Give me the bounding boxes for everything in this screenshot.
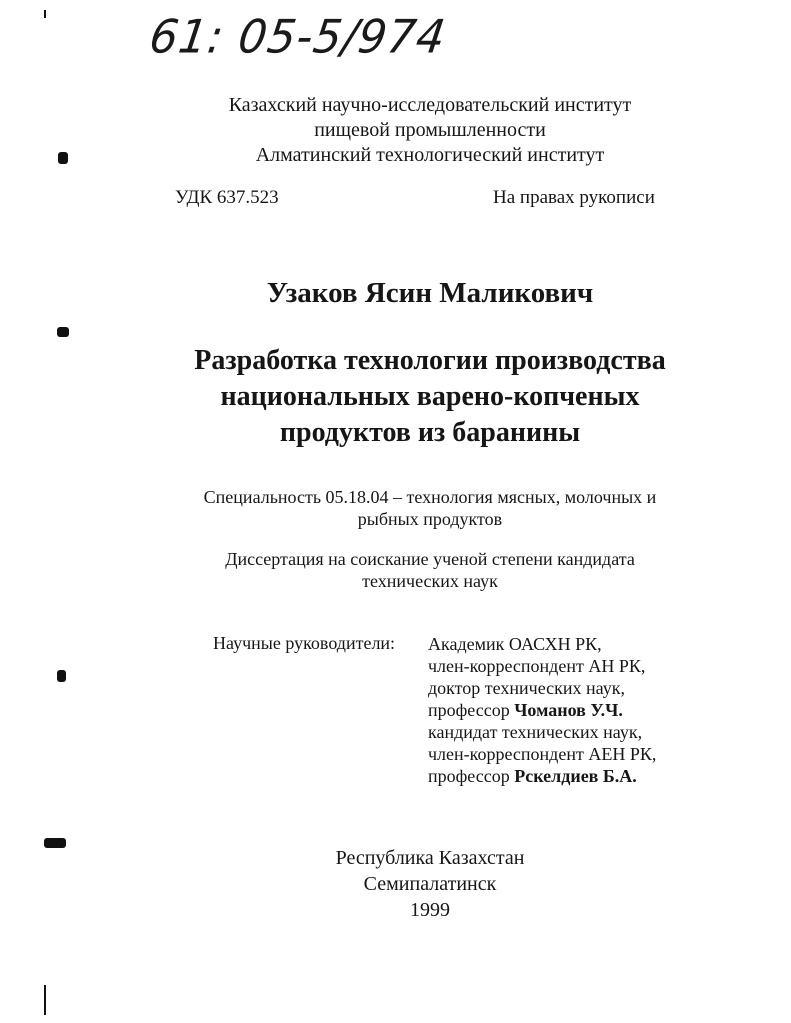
supervisor-line <box>428 765 656 787</box>
title-line: национальных варено-копченых <box>220 381 640 412</box>
institution-line: Казахский научно-исследовательский институт <box>228 94 632 116</box>
supervisor-line: член-корреспондент АЕН РК, <box>428 744 657 764</box>
supervisors-list <box>428 633 656 787</box>
specialty <box>120 486 740 530</box>
institution-line: пищевой промышленности <box>314 119 546 141</box>
supervisor-title: профессор <box>428 766 510 786</box>
author-name: Узаков Ясин Маликович <box>266 277 594 309</box>
supervisor-title: профессор <box>428 700 510 720</box>
supervisor-line: кандидат технических наук, <box>428 722 643 742</box>
degree-line: технических наук <box>362 571 498 591</box>
scan-speck <box>44 985 46 1015</box>
supervisor-line: член-корреспондент АН РК, <box>428 656 646 676</box>
manuscript-rights: На правах рукописи <box>493 187 655 208</box>
scan-speck <box>57 670 66 682</box>
scan-speck <box>44 10 46 18</box>
scan-speck <box>44 838 66 848</box>
handwritten-catalog-code: 61: 05-5/974 <box>146 10 450 65</box>
specialty-line: рыбных продуктов <box>357 509 503 529</box>
supervisor-name: Чоманов У.Ч. <box>514 700 623 720</box>
institutions-block <box>120 93 740 168</box>
dissertation-title <box>100 343 760 451</box>
supervisor-line: доктор технических наук, <box>428 678 625 698</box>
institution-line: Алматинский технологический институт <box>255 144 605 166</box>
country: Республика Казахстан <box>335 847 525 869</box>
degree-statement <box>120 548 740 592</box>
supervisors-label: Научные руководители: <box>213 633 396 653</box>
city: Семипалатинск <box>363 873 497 895</box>
supervisor-line: Академик ОАСХН РК, <box>428 634 602 654</box>
udk-code: УДК 637.523 <box>175 187 279 208</box>
publication-info <box>120 845 740 923</box>
degree-line: Диссертация на соискание ученой степени кандидата <box>225 549 635 569</box>
scan-speck <box>58 152 68 164</box>
supervisor-name: Рскелдиев Б.А. <box>514 766 637 786</box>
year: 1999 <box>410 899 450 921</box>
title-line: продуктов из баранины <box>279 417 581 448</box>
title-line: Разработка технологии производства <box>194 345 666 376</box>
scan-speck <box>57 327 69 337</box>
specialty-line: Специальность 05.18.04 – технология мясных, молочных и <box>203 487 657 507</box>
supervisor-line <box>428 699 656 721</box>
